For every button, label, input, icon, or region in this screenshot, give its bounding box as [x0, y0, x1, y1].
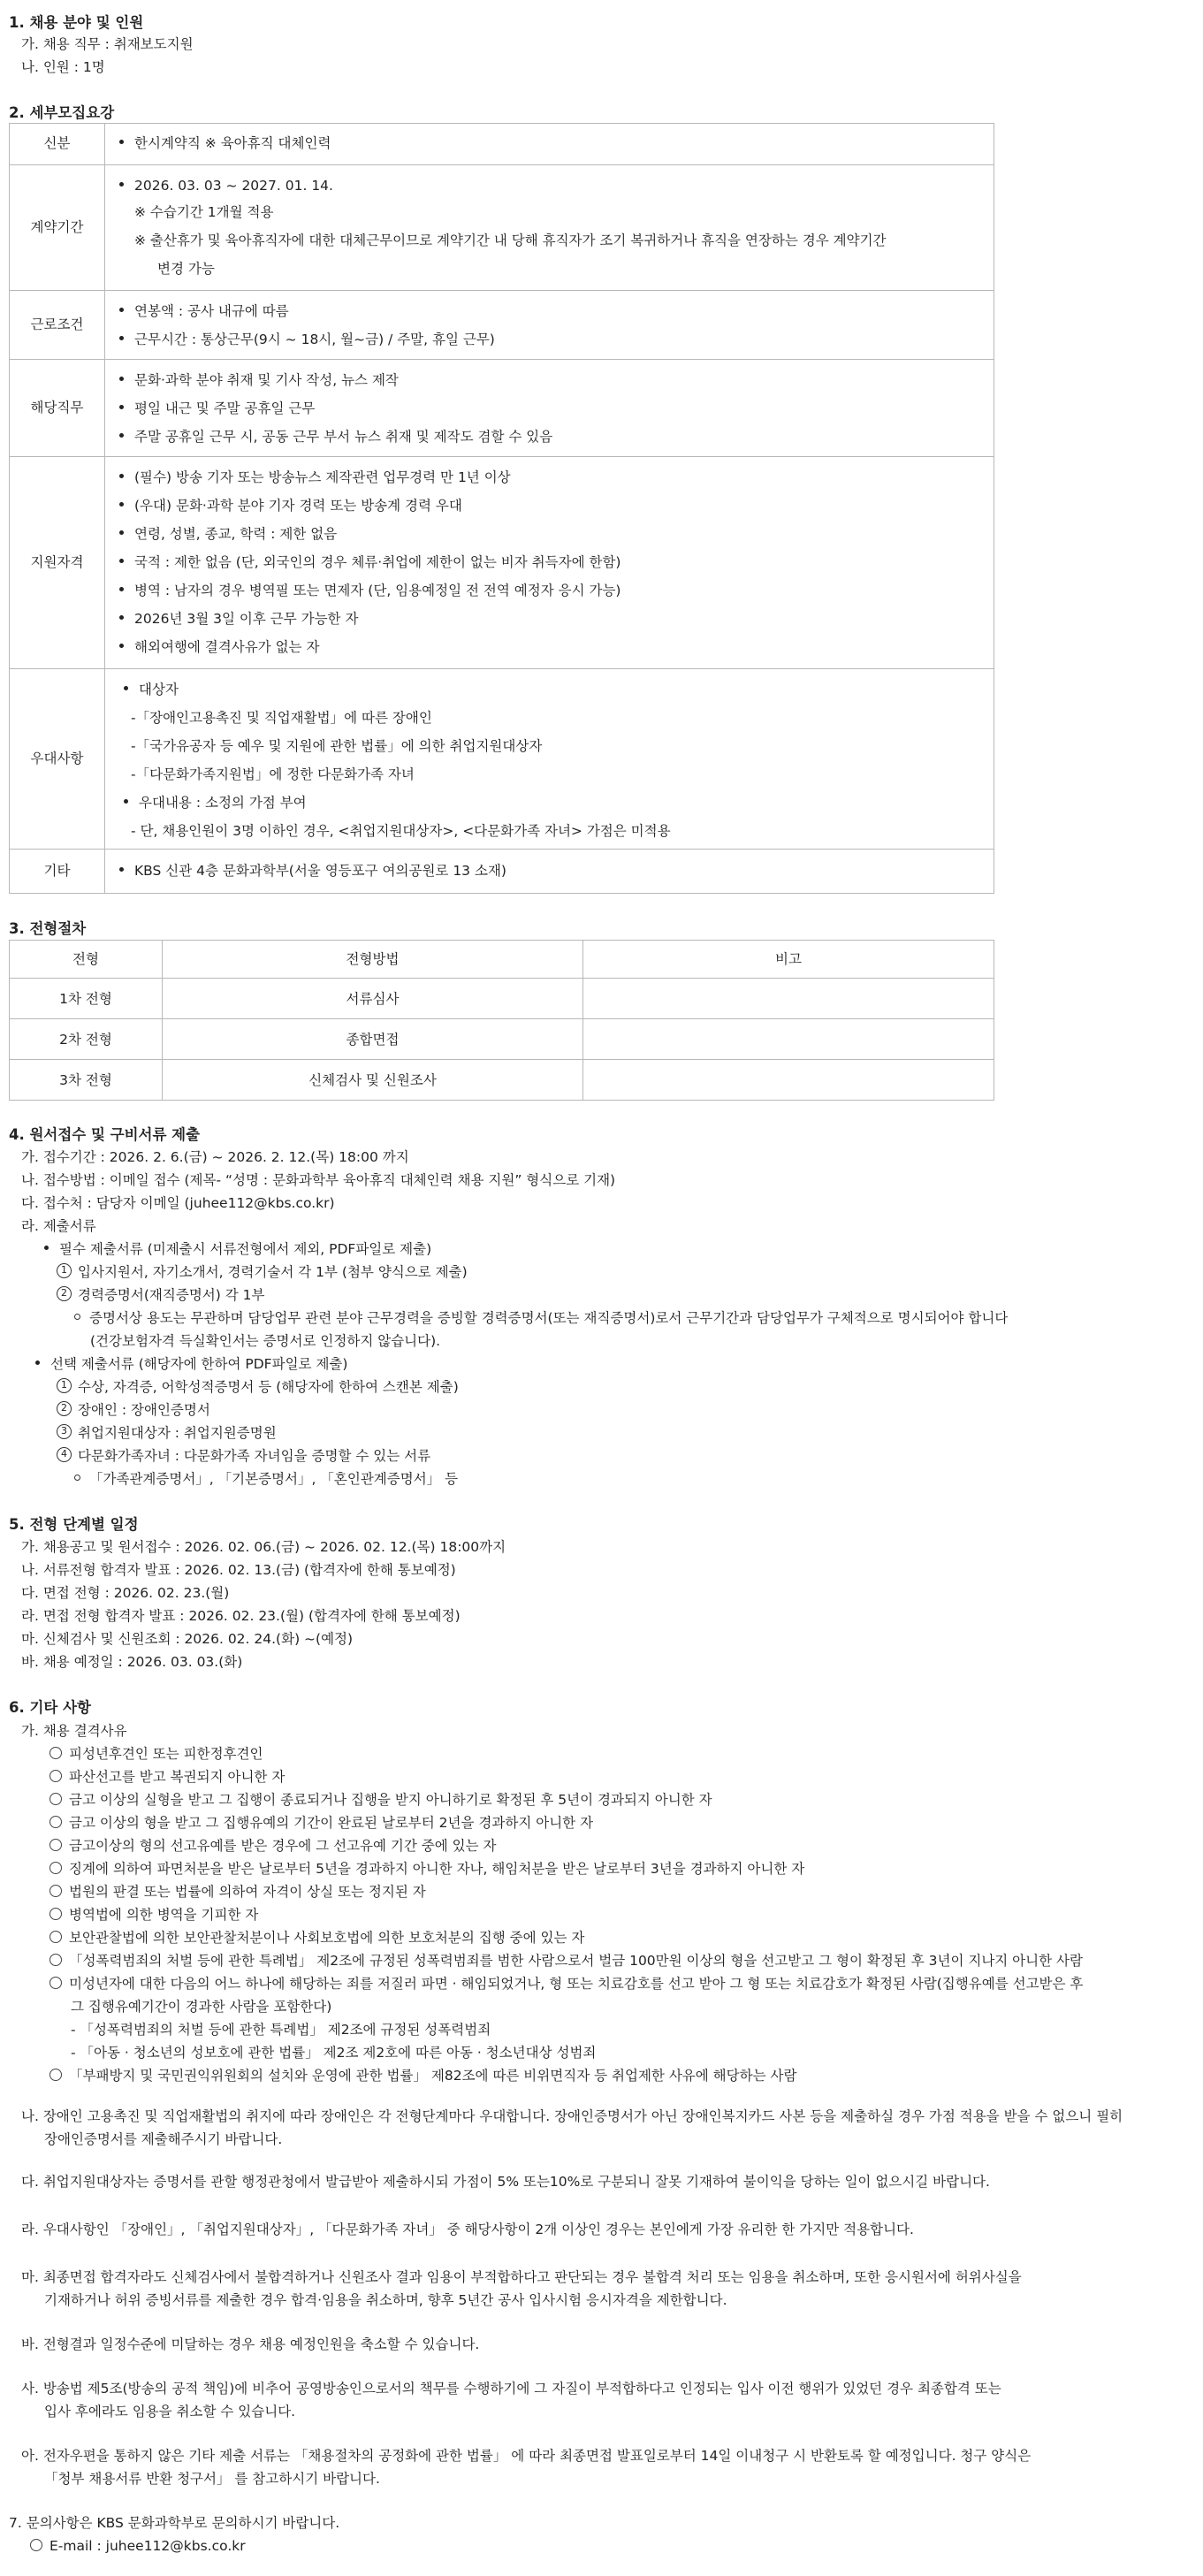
text: 취업지원대상자 : 취업지원증명원	[78, 1425, 277, 1441]
text[interactable]: E-mail : juhee112@kbs.co.kr	[49, 2538, 246, 2554]
circle-bullet-icon	[49, 1931, 62, 1943]
contact-email	[30, 2537, 246, 2555]
row-label-duties: 해당직무	[30, 400, 84, 415]
s4-doc-item	[57, 1424, 277, 1442]
s6-para-disabled: 나. 장애인 고용촉진 및 직업재활법의 취지에 따라 장애인은 각 전형단계마다 우대합니다. 장애인증명서가 아닌 장애인복지카드 사본 등을 제출하실 경우 가점 적용을 받을 수 없으니 필히	[21, 2108, 1123, 2124]
table-row-item	[124, 681, 179, 698]
table-cell: 종합면접	[346, 1032, 400, 1048]
table-border	[9, 1059, 994, 1060]
bullet-icon	[119, 140, 124, 144]
text: 2026. 03. 03 ~ 2027. 01. 14.	[134, 178, 333, 194]
text: 피성년후견인 또는 피한정후견인	[69, 1746, 263, 1762]
table-cell: 서류심사	[346, 991, 400, 1007]
table-row-item	[119, 177, 333, 194]
table-cell: 신체검사 및 신원조사	[308, 1072, 437, 1088]
table-cell: 1차 전형	[59, 991, 112, 1007]
bullet-icon	[119, 587, 124, 591]
text: 미성년자에 대한 다음의 어느 하나에 해당하는 죄를 저질러 파면 · 해임되었거나, 형 또는 치료감호를 선고 받아 그 형 또는 치료감호가 확정된 사람(집행유예를 선고받은 후	[69, 1976, 1084, 1992]
table-border	[9, 940, 994, 941]
bullet-icon	[119, 433, 124, 438]
disqualification-item	[49, 1860, 804, 1878]
circle-bullet-icon	[49, 1839, 62, 1851]
circled-number: 2	[57, 1286, 72, 1301]
table-row-item	[119, 371, 399, 389]
text: 한시계약직 ※ 육아휴직 대체인력	[134, 135, 331, 151]
table-border	[9, 668, 994, 669]
s6-sub-heading: 가. 채용 결격사유	[21, 1723, 127, 1739]
bullet-icon	[119, 644, 124, 648]
s6-para-document-return-cont: 「청부 채용서류 반환 청구서」 를 참고하시기 바랍니다.	[44, 2471, 380, 2487]
table-row-item	[119, 400, 315, 417]
s1-item-count: 나. 인원 : 1명	[21, 59, 105, 75]
bullet-icon	[124, 686, 128, 690]
table-row-item	[119, 497, 462, 514]
text: 금고 이상의 실형을 받고 그 집행이 종료되거나 집행을 받지 아니하기로 확정된 후 5년이 경과되지 아니한 자	[69, 1792, 712, 1808]
bullet-icon	[119, 867, 124, 872]
table-border	[9, 893, 994, 894]
table-row-item	[124, 794, 307, 812]
disqualification-item	[49, 1837, 497, 1855]
text: 경력증명서(재직증명서) 각 1부	[78, 1287, 265, 1303]
schedule-item: 다. 면접 전형 : 2026. 02. 23.(월)	[21, 1585, 230, 1601]
s4-line: 나. 접수방법 : 이메일 접수 (제목- “성명 : 문화과학부 육아휴직 대체인력 채용 지원” 형식으로 기재)	[21, 1172, 616, 1188]
section-7-heading: 7. 문의사항은 KBS 문화과학부로 문의하시기 바랍니다.	[9, 2515, 340, 2531]
disqualification-subitem: - 「아동 · 청소년의 성보호에 관한 법률」 제2조 제2호에 따른 아동 · 청소년대상 성범죄	[71, 2045, 597, 2061]
circled-number: 1	[57, 1378, 72, 1393]
bullet-icon	[119, 308, 124, 312]
section-6-heading: 6. 기타 사항	[9, 1699, 91, 1716]
text: 문화·과학 분야 취재 및 기사 작성, 뉴스 제작	[134, 372, 399, 388]
table-row-note: 변경 가능	[157, 261, 215, 277]
disqualification-item	[49, 1768, 285, 1786]
section-5-heading: 5. 전형 단계별 일정	[9, 1516, 139, 1533]
table-row-item	[119, 525, 337, 543]
row-label-preferences: 우대사항	[30, 751, 84, 766]
disqualification-subitem: - 「성폭력범죄의 처벌 등에 관한 특례법」 제2조에 규정된 성폭력범죄	[71, 2022, 491, 2038]
table-border	[9, 1018, 994, 1019]
text: 파산선고를 받고 복권되지 아니한 자	[69, 1769, 286, 1785]
row-label-qualifications: 지원자격	[30, 554, 84, 570]
col-header-note: 비고	[775, 951, 802, 967]
row-label-conditions: 근로조건	[30, 316, 84, 332]
s4-doc-item	[57, 1378, 459, 1396]
bullet-icon	[119, 615, 124, 620]
bullet-icon	[35, 1360, 40, 1365]
disqualification-item-cont: 그 집행유예기간이 경과한 사람을 포함한다)	[71, 1999, 332, 2015]
s1-item-job: 가. 채용 직무 : 취재보도지원	[21, 36, 194, 52]
s4-doc-item	[57, 1447, 430, 1465]
ring-bullet-icon	[74, 1475, 80, 1481]
table-row-item	[119, 428, 552, 446]
table-row-note: ※ 출산휴가 및 육아휴직자에 대한 대체근무이므로 계약기간 내 당해 휴직자가 조기 복귀하거나 휴직을 연장하는 경우 계약기간	[134, 232, 887, 248]
table-row-item	[119, 862, 506, 880]
table-border	[9, 849, 994, 850]
table-border	[9, 359, 994, 360]
schedule-item: 마. 신체검사 및 신원조회 : 2026. 02. 24.(화) ~(예정)	[21, 1631, 354, 1647]
table-row-subitem: -「장애인고용촉진 및 직업재활법」에 따른 장애인	[131, 710, 432, 726]
bullet-icon	[119, 405, 124, 409]
s4-doc-note	[74, 1309, 1008, 1327]
circle-bullet-icon	[49, 1793, 62, 1805]
table-cell: 3차 전형	[59, 1072, 112, 1088]
s6-para-preference-rule: 라. 우대사항인 「장애인」, 「취업지원대상자」, 「다문화가족 자녀」 중 해당사항이 2개 이상인 경우는 본인에게 가장 유리한 한 가지만 적용합니다.	[21, 2222, 914, 2237]
s4-doc-note: (건강보험자격 득실확인서는 증명서로 인정하지 않습니다).	[90, 1333, 441, 1349]
s4-doc-item	[57, 1401, 210, 1419]
text: 「가족관계증명서」, 「기본증명서」, 「혼인관계증명서」 등	[89, 1471, 459, 1487]
text: 연령, 성별, 종교, 학력 : 제한 없음	[134, 526, 338, 542]
disqualification-item	[49, 1745, 263, 1763]
disqualification-item	[49, 1952, 1083, 1970]
table-row-subitem: -「국가유공자 등 예우 및 지원에 관한 법률」에 의한 취업지원대상자	[131, 738, 543, 754]
circle-bullet-icon	[49, 1954, 62, 1966]
circle-bullet-icon	[49, 1885, 62, 1897]
row-label-other: 기타	[43, 863, 71, 879]
text: 「성폭력범죄의 처벌 등에 관한 특례법」 제2조에 규정된 성폭력범죄를 범한 사람으로서 벌금 100만원 이상의 형을 선고받고 그 형이 확정된 후 3년이 지나지 아니한 사람	[69, 1953, 1083, 1969]
s6-para-final-interview: 마. 최종면접 합격자라도 신체검사에서 불합격하거나 신원조사 결과 임용이 부적합하다고 판단되는 경우 불합격 처리 또는 임용을 취소하며, 또한 응시원서에 허위사실을	[21, 2269, 1022, 2285]
disqualification-item	[49, 1791, 712, 1809]
text: 수상, 자격증, 어학성적증명서 등 (해당자에 한하여 스캔본 제출)	[78, 1379, 459, 1395]
s4-line: 가. 접수기간 : 2026. 2. 6.(금) ~ 2026. 2. 12.(목) 18:00 까지	[21, 1149, 409, 1165]
text: 병역 : 남자의 경우 병역필 또는 면제자 (단, 임용예정일 전 전역 예정자 응시 가능)	[134, 583, 621, 598]
table-cell: 2차 전형	[59, 1032, 112, 1048]
table-border	[9, 290, 994, 291]
table-border	[9, 1100, 994, 1101]
s6-para-disabled-cont: 장애인증명서를 제출해주시기 바랍니다.	[44, 2131, 283, 2147]
text: 대상자	[139, 682, 179, 697]
text: 금고이상의 형의 선고유예를 받은 경우에 그 선고유예 기간 중에 있는 자	[69, 1838, 497, 1854]
bullet-icon	[119, 559, 124, 563]
circled-number: 1	[57, 1263, 72, 1278]
bullet-icon	[119, 474, 124, 478]
s4-line: 다. 접수처 : 담당자 이메일 (juhee112@kbs.co.kr)	[21, 1195, 335, 1211]
circle-bullet-icon	[49, 1747, 62, 1759]
text: 징계에 의하여 파면처분을 받은 날로부터 5년을 경과하지 아니한 자나, 해임처분을 받은 날로부터 3년을 경과하지 아니한 자	[69, 1861, 805, 1877]
row-label-contract-period: 계약기간	[30, 219, 84, 235]
table-row-note: ※ 수습기간 1개월 적용	[134, 204, 274, 220]
s6-para-quota: 바. 전형결과 일정수준에 미달하는 경우 채용 예정인원을 축소할 수 있습니다.	[21, 2336, 480, 2352]
bullet-icon	[119, 182, 124, 187]
section-3-heading: 3. 전형절차	[9, 920, 87, 937]
table-row-item	[119, 582, 621, 599]
bullet-icon	[119, 530, 124, 535]
row-label-status: 신분	[43, 135, 71, 151]
text: KBS 신관 4층 문화과학부(서울 영등포구 여의공원로 13 소재)	[134, 863, 506, 879]
table-row-item	[119, 331, 495, 348]
text: 법원의 판결 또는 법률에 의하여 자격이 상실 또는 정지된 자	[69, 1884, 426, 1900]
text: (필수) 방송 기자 또는 방송뉴스 제작관련 업무경력 만 1년 이상	[134, 469, 511, 485]
text: (우대) 문화·과학 분야 기자 경력 또는 방송계 경력 우대	[134, 498, 462, 514]
text: 우대내용 : 소정의 가점 부여	[139, 795, 307, 811]
disqualification-item	[49, 1814, 593, 1832]
s6-para-broadcast-law-cont: 입사 후에라도 임용을 취소할 수 있습니다.	[44, 2404, 296, 2420]
circle-bullet-icon	[30, 2539, 42, 2551]
schedule-item: 나. 서류전형 합격자 발표 : 2026. 02. 13.(금) (합격자에 한해 통보예정)	[21, 1562, 456, 1578]
table-row-item	[119, 553, 621, 571]
text: 병역법에 의한 병역을 기피한 자	[69, 1907, 259, 1923]
schedule-item: 라. 면접 전형 합격자 발표 : 2026. 02. 23.(월) (합격자에 한해 통보예정)	[21, 1608, 461, 1624]
s4-required-docs	[44, 1240, 431, 1258]
text: 국적 : 제한 없음 (단, 외국인의 경우 체류·취업에 제한이 없는 비자 취득자에 한함)	[134, 554, 621, 570]
table-row-subitem: - 단, 채용인원이 3명 이하인 경우, <취업지원대상자>, <다문화가족 자녀> 가점은 미적용	[131, 823, 671, 839]
table-row-subitem: -「다문화가족지원법」에 정한 다문화가족 자녀	[131, 766, 415, 782]
text: 「부패방지 및 국민권익위원회의 설치와 운영에 관한 법률」 제82조에 따른 비위면직자 등 취업제한 사유에 해당하는 사람	[69, 2068, 797, 2084]
text: 근무시간 : 통상근무(9시 ~ 18시, 월~금) / 주말, 휴일 근무)	[134, 332, 495, 347]
circle-bullet-icon	[49, 1862, 62, 1874]
circled-number: 2	[57, 1401, 72, 1416]
disqualification-item	[49, 1975, 1083, 1993]
disqualification-item	[49, 1929, 584, 1947]
text: 증명서상 용도는 무관하며 담당업무 관련 분야 근무경력을 증빙할 경력증명서(또는 재직증명서)로서 근무기간과 담당업무가 구체적으로 명시되어야 합니다	[89, 1310, 1009, 1326]
text: 다문화가족자녀 : 다문화가족 자녀임을 증명할 수 있는 서류	[78, 1448, 431, 1464]
circle-bullet-icon	[49, 1770, 62, 1782]
table-border	[104, 123, 105, 894]
text: 2026년 3월 3일 이후 근무 가능한 자	[134, 611, 359, 627]
disqualification-item	[49, 1883, 426, 1901]
s4-doc-note	[74, 1470, 458, 1488]
bullet-icon	[44, 1246, 49, 1250]
col-header-method: 전형방법	[346, 951, 400, 967]
s4-doc-item	[57, 1263, 468, 1281]
table-row-item	[119, 134, 331, 152]
table-border	[9, 123, 994, 124]
circle-bullet-icon	[49, 1977, 62, 1989]
circled-number: 4	[57, 1447, 72, 1462]
text: 연봉액 : 공사 내규에 따름	[134, 303, 289, 319]
bullet-icon	[119, 377, 124, 381]
text: 장애인 : 장애인증명서	[78, 1402, 210, 1418]
s6-para-employment-support: 다. 취업지원대상자는 증명서를 관할 행정관청에서 발급받아 제출하시되 가점이 5% 또는10%로 구분되니 잘못 기재하여 불이익을 당하는 일이 없으시길 바랍니다.	[21, 2174, 990, 2190]
text: 해외여행에 결격사유가 없는 자	[134, 639, 320, 655]
bullet-icon	[124, 799, 128, 804]
disqualification-item	[49, 1906, 258, 1924]
s4-line: 라. 제출서류	[21, 1218, 96, 1234]
s6-para-broadcast-law: 사. 방송법 제5조(방송의 공적 책임)에 비추어 공영방송인으로서의 책무를 수행하기에 그 자질이 부적합하다고 인정되는 입사 이전 행위가 있었던 경우 최종합격 또는	[21, 2381, 1001, 2397]
table-border	[9, 164, 994, 165]
ring-bullet-icon	[74, 1314, 80, 1320]
table-row-item	[119, 638, 319, 656]
text: 필수 제출서류 (미제출시 서류전형에서 제외, PDF파일로 제출)	[59, 1241, 432, 1257]
text: 평일 내근 및 주말 공휴일 근무	[134, 400, 316, 416]
disqualification-item	[49, 2067, 796, 2084]
text: 선택 제출서류 (해당자에 한하여 PDF파일로 제출)	[50, 1356, 348, 1372]
s4-doc-item	[57, 1286, 265, 1304]
text: 주말 공휴일 근무 시, 공동 근무 부서 뉴스 취재 및 제작도 겸할 수 있음	[134, 429, 553, 445]
table-border	[9, 123, 10, 894]
circle-bullet-icon	[49, 1908, 62, 1920]
circled-number: 3	[57, 1424, 72, 1439]
col-header-stage: 전형	[72, 951, 99, 967]
s6-para-final-interview-cont: 기재하거나 허위 증빙서류를 제출한 경우 합격·임용을 취소하며, 향후 5년간 공사 입사시험 응시자격을 제한합니다.	[44, 2292, 727, 2308]
section-1-heading: 1. 채용 분야 및 인원	[9, 14, 144, 31]
circle-bullet-icon	[49, 2069, 62, 2081]
section-2-heading: 2. 세부모집요강	[9, 104, 115, 121]
text: 보안관찰법에 의한 보안관찰처분이나 사회보호법에 의한 보호처분의 집행 중에 있는 자	[69, 1930, 585, 1946]
text: 입사지원서, 자기소개서, 경력기술서 각 1부 (첨부 양식으로 제출)	[78, 1264, 468, 1280]
text: 금고 이상의 형을 받고 그 집행유예의 기간이 완료된 날로부터 2년을 경과하지 아니한 자	[69, 1815, 594, 1831]
table-row-item	[119, 302, 289, 320]
schedule-item: 가. 채용공고 및 원서접수 : 2026. 02. 06.(금) ~ 2026. 02. 12.(목) 18:00까지	[21, 1539, 506, 1555]
bullet-icon	[119, 502, 124, 507]
bullet-icon	[119, 336, 124, 340]
table-row-item	[119, 469, 511, 486]
table-border	[9, 978, 994, 979]
section-4-heading: 4. 원서접수 및 구비서류 제출	[9, 1126, 201, 1143]
schedule-item: 바. 채용 예정일 : 2026. 03. 03.(화)	[21, 1654, 243, 1670]
s4-optional-docs	[35, 1355, 347, 1373]
circle-bullet-icon	[49, 1816, 62, 1828]
table-border	[9, 456, 994, 457]
table-row-item	[119, 610, 358, 628]
s6-para-document-return: 아. 전자우편을 통하지 않은 기타 제출 서류는 「채용절차의 공정화에 관한 법률」 에 따라 최종면접 발표일로부터 14일 이내청구 시 반환토록 할 예정입니다. 청구 양식은	[21, 2448, 1032, 2464]
